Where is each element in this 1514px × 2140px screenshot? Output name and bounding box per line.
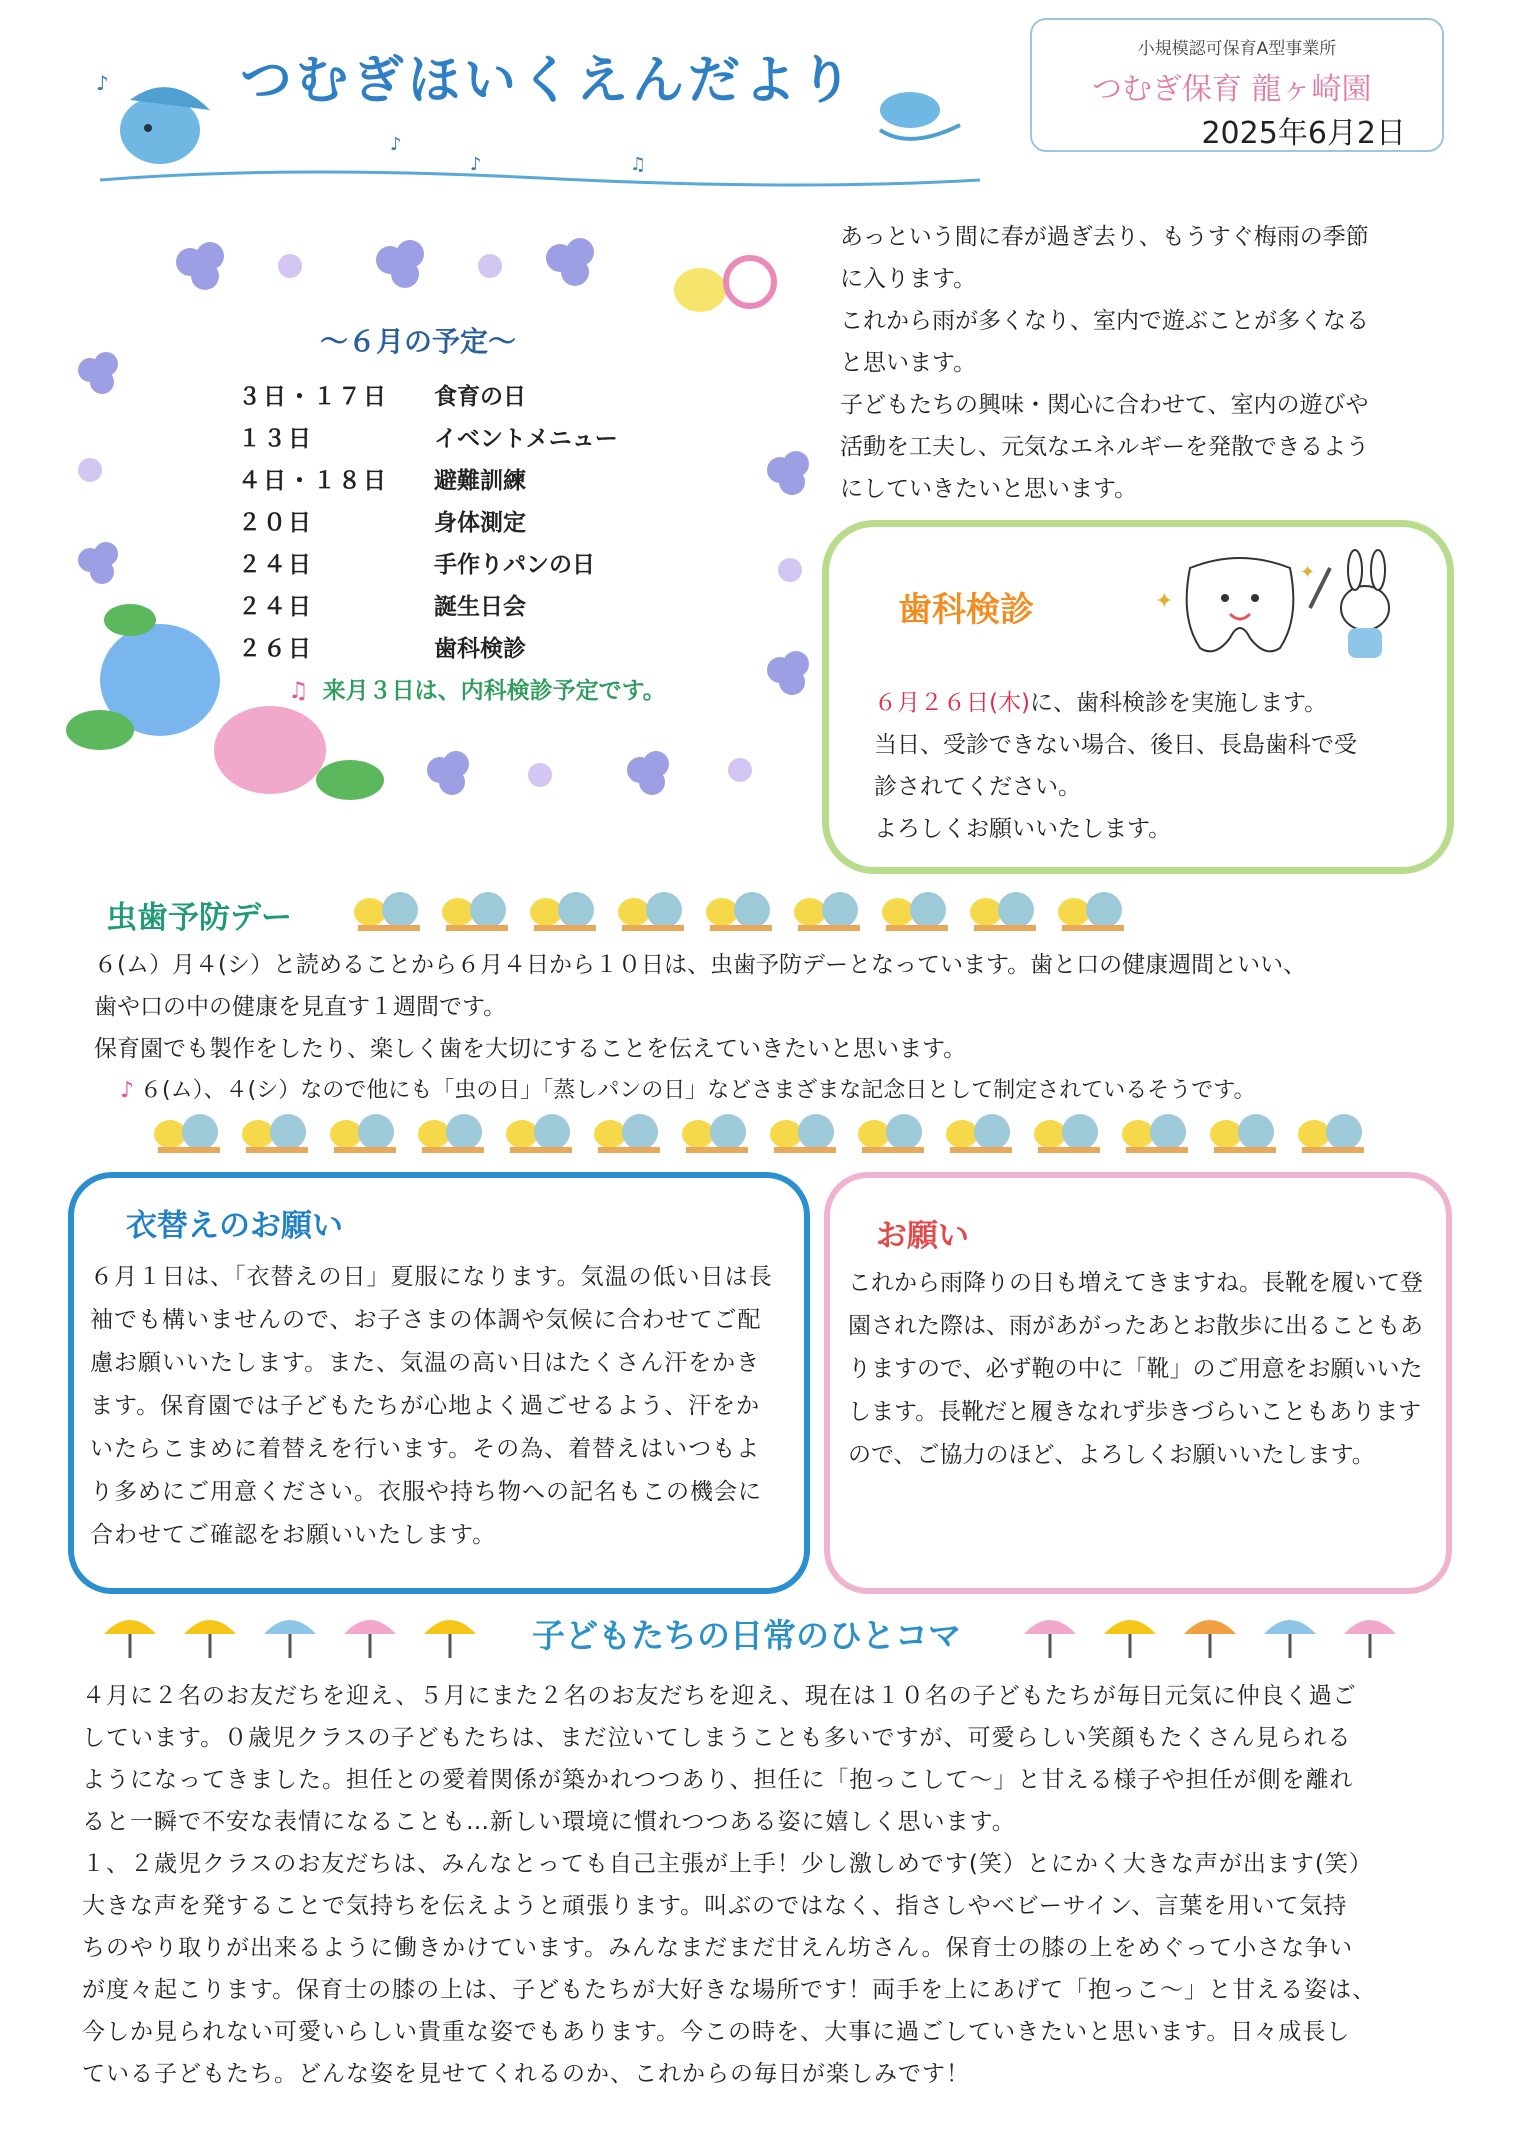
daily-text: ４月に２名のお友だちを迎え、５月にまた２名のお友だちを迎え、現在は１０名の子どもたちが毎日元気に仲良く過ご しています。０歳児クラスの子どもたちは、まだ泣いてしまうことも多いですが、可愛らしい笑顔もたくさん見られる ようになってきました。担任との愛着関係が築かれつつあり、担任に「抱っこして～」と甘える様子や担任が側を離れ ると一瞬で不安な表情になることも…新しい環境に慣れつつある姿に嬉しく思います。 １、２歳児クラスのお友だちは、みんなとっても自己主張が上手！少し激しめです(笑）とにかく大きな声が出ます(笑） 大きな声を発することで気持ちを伝えようと頑張ります。叫ぶのではなく、指さしやベビーサイン、言葉を用いて気持 ちのやり取りが出来るように働きかけています。みんなまだまだ甘えん坊さん。保育士の膝の上をめぐって小さな争い が度々起こります。保育士の膝の上は、子どもたちが大好きな場所です！両手を上にあげて「抱っこ～」と甘える姿は、 今しか見られない可愛いらしい貴重な姿でもあります。今この時を、大事に過ごしていきたいと思います。日々成長し ている子どもたち。どんな姿を見せてくれるのか、これからの毎日が楽しみです！ (82, 1683, 1377, 2087)
onegai-text: これから雨降りの日も増えてきますね。長靴を履いて登園された際は、雨があがったあとお散歩に出ることもありますので、必ず鞄の中に「靴」のご用意をお願いいたします。長靴だと履きなれず歩きづらいこともありますので、ご協力のほど、よろしくお願いいたします。 (848, 1270, 1423, 1468)
org-name: つむぎ保育 龍ヶ崎園 (1092, 72, 1372, 107)
snail-row-decoration (350, 888, 1150, 934)
dental-checkup-text: ６月２６日(木)に、歯科検診を実施します。 当日、受診できない場合、後日、長島歯科で受 診されてください。 よろしくお願いいたします。 (874, 690, 1357, 842)
schedule-note: ♫ 来月３日は、内科検診予定です。 (288, 678, 666, 704)
schedule-row: １３日 イベントメニュー (238, 426, 618, 452)
intro-text: あっという間に春が過ぎ去り、もうすぐ梅雨の季節 に入ります。 これから雨が多くなり、室内で遊ぶことが多くなる と思います。 子どもたちの興味・関心に合わせて、室内の遊びや 活動を工夫し、元気なエネルギーを発散できるよう にしていきたいと思います。 (840, 224, 1369, 502)
koromogae-text: ６月１日は、「衣替えの日」夏服になります。気温の低い日は長袖でも構いませんので、お子さまの体調や気候に合わせてご配慮お願いいたします。また、気温の高い日はたくさん汗をかきます。保育園では子どもたちが心地よく過ごせるよう、汗をかいたらこまめに着替えを行います。その為、着替えはいつもより多めにご用意ください。衣服や持ち物への記名もこの機会に合わせてご確認をお願いいたします。 (90, 1264, 773, 1548)
dental-checkup-title: 歯科検診 (898, 590, 1034, 630)
svg-text:♫: ♫ (630, 154, 647, 175)
schedule-row: ２６日 歯科検診 (238, 636, 526, 662)
issue-date: 2025年6月2日 (1201, 116, 1406, 151)
svg-text:♪: ♪ (390, 134, 402, 155)
newsletter-title: つむぎほいくえんだより (240, 51, 857, 111)
svg-text:✦: ✦ (1300, 562, 1316, 583)
mushiba-title: 虫歯予防デー (106, 900, 292, 936)
tooth-rabbit-icon (1150, 548, 1420, 668)
daily-title: 子どもたちの日常のひとコマ (532, 1616, 961, 1655)
onegai-title: お願い (876, 1218, 969, 1254)
svg-text:✦: ✦ (1155, 589, 1174, 614)
music-note-icon: ♫ (288, 678, 309, 704)
snail-row-decoration (150, 1110, 1400, 1156)
schedule-row: ３日・１７日 食育の日 (238, 384, 526, 410)
org-info-box (1030, 18, 1444, 152)
mushiba-text: ６(ム）月４(シ）と読めることから６月４日から１０日は、虫歯予防デーとなっています。歯と口の健康週間といい、 歯や口の中の健康を見直す１週間です。 保育園でも製作をしたり、楽しく歯を大切にすることを伝えていきたいと思います。 ♪ ６(ム）、４(シ）なので他にも「虫の日」「蒸しパンの日」などさまざまな記念日として制定されているそうです。 (94, 952, 1307, 1103)
org-type: 小規模認可保育A型事業所 (1137, 39, 1337, 59)
dental-date: ６月２６日(木) (874, 690, 1030, 716)
schedule-row: ２０日 身体測定 (238, 510, 526, 536)
schedule-row: ２４日 手作りパンの日 (238, 552, 595, 578)
svg-text:♪: ♪ (470, 154, 482, 175)
schedule-row: ２４日 誕生日会 (238, 594, 526, 620)
music-note-icon: ♪ (120, 1078, 135, 1103)
koromogae-title: 衣替えのお願い (126, 1208, 343, 1244)
schedule-title: ～６月の予定～ (320, 325, 517, 358)
svg-text:♪: ♪ (96, 71, 109, 95)
schedule-row: ４日・１８日 避難訓練 (238, 468, 526, 494)
